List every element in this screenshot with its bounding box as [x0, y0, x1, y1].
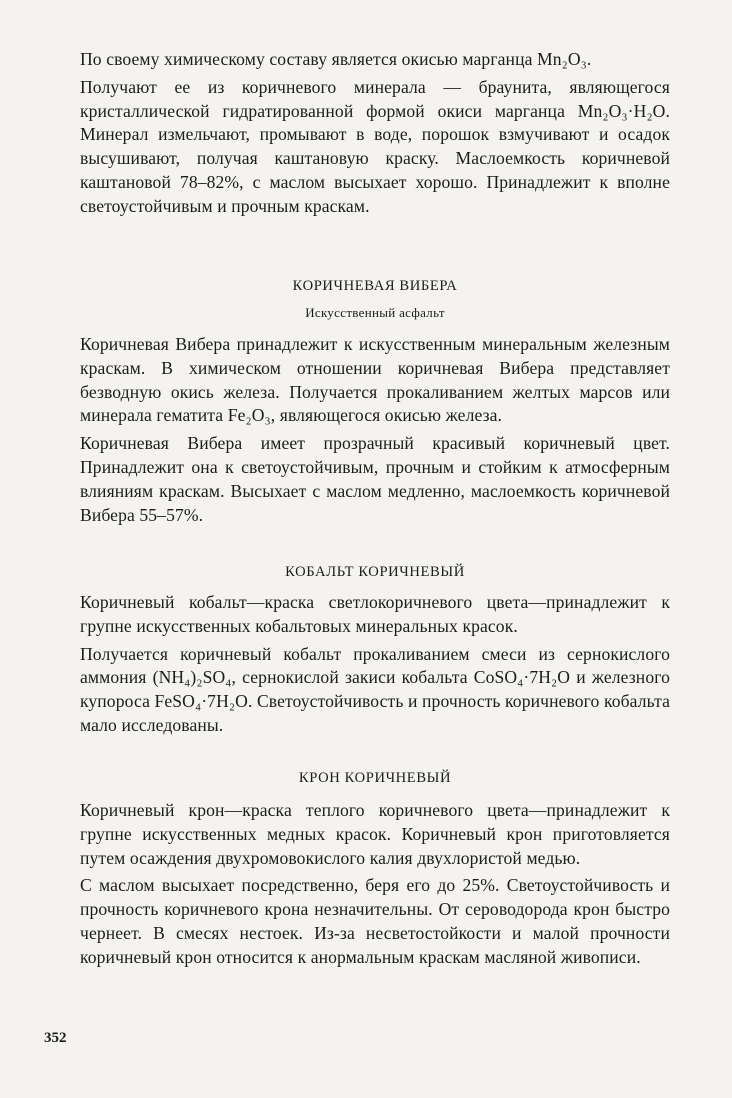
section-vibera	[80, 278, 670, 531]
paragraph: Получается коричневый кобальт прокаливанием смеси из сернокислого аммония (NH₄)₂SO₄, сернокислой закиси кобальта CoSO₄·7H₂O и железного купороса FeSO₄·7H₂O. Светоустойчивость и прочность коричневого кобальта мало исследованы.	[80, 643, 670, 735]
paragraph: Коричневый крон—краска теплого коричневого цвета—принадлежит к групне искусственных медных красок. Коричневый крон приготовляется путем осаждения двухромовокислого калия двухлористой медью.	[80, 800, 670, 868]
intro-section	[80, 48, 670, 223]
paragraph: Коричневая Вибера имеет прозрачный красивый коричневый цвет. Принадлежит она к светоустойчивым, прочным и стойким к атмосферным влияниям краскам. Высыхает с маслом медленно, маслоемкость коричневой Вибера 55–57%.	[80, 433, 670, 525]
section-heading: КОБАЛЬТ КОРИЧНЕВЫЙ	[285, 564, 465, 580]
paragraph: Получают ее из коричневого минерала — браунита, являющегося кристаллической гидратированной формой окиси марганца Mn₂O₃·H₂O. Минерал измельчают, промывают в воде, порошок взмучивают и осадок высушивают, получая каштановую краску. Маслоемкость коричневой каштановой 78–82%, с маслом высыхает хорошо. Принадлежит к вполне светоустойчивым и прочным краскам.	[80, 76, 670, 216]
section-heading: КРОН КОРИЧНЕВЫЙ	[298, 770, 452, 786]
paragraph: По своему химическому составу является окисью марганца Mn₂O₃.	[80, 49, 592, 69]
section-cobalt	[80, 564, 670, 742]
section-kron	[80, 770, 670, 974]
section-heading: КОРИЧНЕВАЯ ВИБЕРА	[292, 278, 458, 294]
paragraph: Коричневый кобальт—краска светлокоричневого цвета—принадлежит к групне искусственных кобальтовых минеральных красок.	[80, 592, 670, 636]
paragraph: Коричневая Вибера принадлежит к искусственным минеральным железным краскам. В химическом отношении коричневая Вибера представляет безводную окись железа. Получается прокаливанием желтых марсов или минерала гематита Fe₂O₃, являющегося окисью железа.	[80, 334, 670, 426]
paragraph: С маслом высыхает посредственно, беря его до 25%. Светоустойчивость и прочность коричневого крона незначительны. От сероводорода крон быстро чернеет. В смесях нестоек. Из-за несветостойкости и малой прочности коричневый крон относится к анормальным краскам масляной живописи.	[80, 875, 670, 967]
page-number: 352	[44, 1030, 67, 1046]
section-subheading: Искусственный асфальт	[305, 305, 445, 320]
